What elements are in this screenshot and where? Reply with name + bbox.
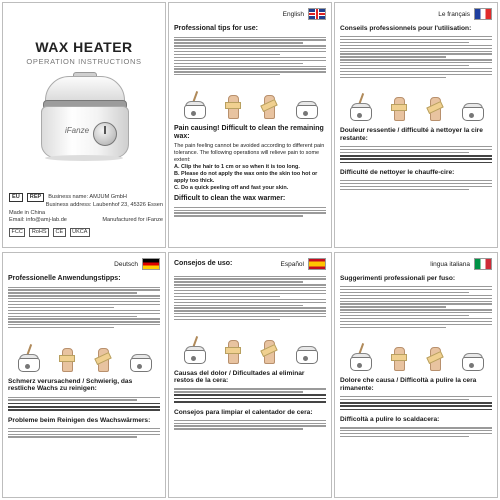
es-flag-icon bbox=[308, 258, 326, 270]
language-header bbox=[3, 253, 165, 273]
arm-peel-icon bbox=[92, 342, 112, 372]
manufactured-for: Manufactured for iFanze bbox=[102, 217, 163, 223]
pain-text bbox=[169, 142, 331, 193]
clean-title: Difficult to clean the wax warmer: bbox=[174, 195, 286, 203]
english-panel bbox=[168, 2, 332, 248]
usage-illustrations bbox=[335, 81, 497, 125]
clean-title: Difficoltà a pulire lo scaldacera: bbox=[340, 416, 440, 424]
tips-text bbox=[169, 34, 331, 79]
language-name: Deutsch bbox=[114, 260, 138, 268]
usage-illustrations bbox=[169, 79, 331, 123]
cover-panel bbox=[2, 2, 166, 248]
tips-title: Professional tips for use: bbox=[174, 25, 259, 32]
cover-subtitle: OPERATION INSTRUCTIONS bbox=[26, 57, 142, 66]
clean-text bbox=[169, 417, 331, 433]
cert-mark: CE bbox=[53, 228, 66, 238]
language-name: lingua italiana bbox=[430, 260, 470, 268]
tips-title: Consejos de uso: bbox=[174, 260, 233, 267]
cert-mark: RoHS bbox=[29, 228, 49, 238]
tips-title: Professionelle Anwendungstipps: bbox=[8, 275, 121, 282]
arm-wax-icon bbox=[56, 342, 76, 372]
usage-illustrations bbox=[169, 324, 331, 368]
device-brand-label: iFanze bbox=[65, 126, 90, 135]
de-flag-icon bbox=[142, 258, 160, 270]
wax-pot-icon bbox=[182, 334, 206, 364]
wax-pot-icon bbox=[348, 341, 372, 371]
made-in: Made in China bbox=[9, 209, 46, 216]
language-header bbox=[169, 253, 331, 273]
pain-text bbox=[169, 386, 331, 407]
arm-wax-icon bbox=[222, 89, 242, 119]
usage-illustrations bbox=[335, 331, 497, 375]
language-header bbox=[335, 3, 497, 23]
tips-title: Conseils professionnels pour l'utilisation: bbox=[340, 25, 472, 32]
wax-pot-icon bbox=[294, 89, 318, 119]
pain-tip-b: B. Please do not apply the wax onto the skin too hot or apply too thick. bbox=[174, 171, 318, 185]
tips-text bbox=[3, 284, 165, 332]
wax-pot-icon bbox=[460, 341, 484, 371]
arm-wax-icon bbox=[388, 91, 408, 121]
language-name: Español bbox=[280, 260, 304, 268]
pain-text bbox=[335, 393, 497, 414]
it-flag-icon bbox=[474, 258, 492, 270]
arm-peel-icon bbox=[424, 341, 444, 371]
wax-heater-illustration bbox=[35, 76, 133, 162]
temperature-knob bbox=[93, 122, 117, 146]
wax-pot-icon bbox=[460, 91, 484, 121]
pain-title: Dolore che causa / Difficoltà a pulire la cera rimanente: bbox=[340, 377, 477, 392]
cover-business-info bbox=[9, 193, 163, 237]
certification-marks bbox=[9, 228, 163, 238]
italian-panel bbox=[334, 252, 498, 498]
clean-text bbox=[335, 425, 497, 441]
arm-peel-icon bbox=[258, 89, 278, 119]
clean-text bbox=[3, 425, 165, 441]
tips-title: Suggerimenti professionali per fuso: bbox=[340, 275, 456, 282]
clean-text bbox=[335, 178, 497, 194]
language-name: English bbox=[282, 10, 304, 18]
fr-flag-icon bbox=[474, 8, 492, 20]
tips-text bbox=[335, 284, 497, 332]
pain-title: Douleur ressentie / difficulté à nettoyer la cire restante: bbox=[340, 127, 483, 142]
wax-pot-icon bbox=[182, 89, 206, 119]
language-header bbox=[335, 253, 497, 273]
tips-text bbox=[169, 273, 331, 324]
language-name: Le français bbox=[438, 10, 470, 18]
arm-peel-icon bbox=[424, 91, 444, 121]
arm-wax-icon bbox=[222, 334, 242, 364]
pain-tip-c: C. Do a quick peeling off and fast your skin. bbox=[174, 185, 289, 192]
usage-illustrations bbox=[3, 332, 165, 376]
german-panel bbox=[2, 252, 166, 498]
pain-intro: The pain feeling cannot be avoided according to different pain tolerance. The following operations will relieve pain to some extent: bbox=[174, 143, 325, 164]
rep-badge: REP bbox=[27, 193, 45, 202]
cert-mark: UKCA bbox=[70, 228, 90, 238]
eu-badge: EU bbox=[9, 193, 23, 202]
clean-title: Consejos para limpiar el calentador de cera: bbox=[174, 408, 313, 416]
arm-wax-icon bbox=[388, 341, 408, 371]
wax-pot-icon bbox=[294, 334, 318, 364]
pain-title: Causas del dolor / Dificultades al eliminar restos de la cera: bbox=[174, 369, 305, 385]
pain-tip-a: A. Clip the hair to 1 cm or so when it is too long. bbox=[174, 164, 300, 171]
arm-peel-icon bbox=[258, 334, 278, 364]
pain-title: Pain causing! Difficult to clean the remaining wax: bbox=[174, 125, 324, 141]
wax-pot-icon bbox=[16, 342, 40, 372]
cert-mark: FCC bbox=[9, 228, 25, 238]
pain-title: Schmerz verursachend / Schwierig, das restliche Wachs zu reinigen: bbox=[8, 377, 133, 393]
clean-title: Difficulté de nettoyer le chauffe-cire: bbox=[340, 169, 455, 177]
business-name: Business name: AMJUM GmbH bbox=[48, 193, 127, 200]
email: Email: info@amj-lab.de bbox=[9, 217, 67, 223]
uk-flag-icon bbox=[308, 8, 326, 20]
cover-title: WAX HEATER bbox=[35, 39, 133, 55]
wax-pot-icon bbox=[128, 342, 152, 372]
wax-pot-icon bbox=[348, 91, 372, 121]
spanish-panel bbox=[168, 252, 332, 498]
tips-text bbox=[335, 34, 497, 82]
french-panel bbox=[334, 2, 498, 248]
clean-text bbox=[169, 204, 331, 220]
language-header bbox=[169, 3, 331, 23]
business-address: Business address: Laubenhof 23, 45326 Essen bbox=[45, 202, 163, 208]
pain-text bbox=[3, 394, 165, 415]
clean-title: Probleme beim Reinigen des Wachswärmers: bbox=[8, 416, 151, 424]
pain-text bbox=[335, 143, 497, 167]
